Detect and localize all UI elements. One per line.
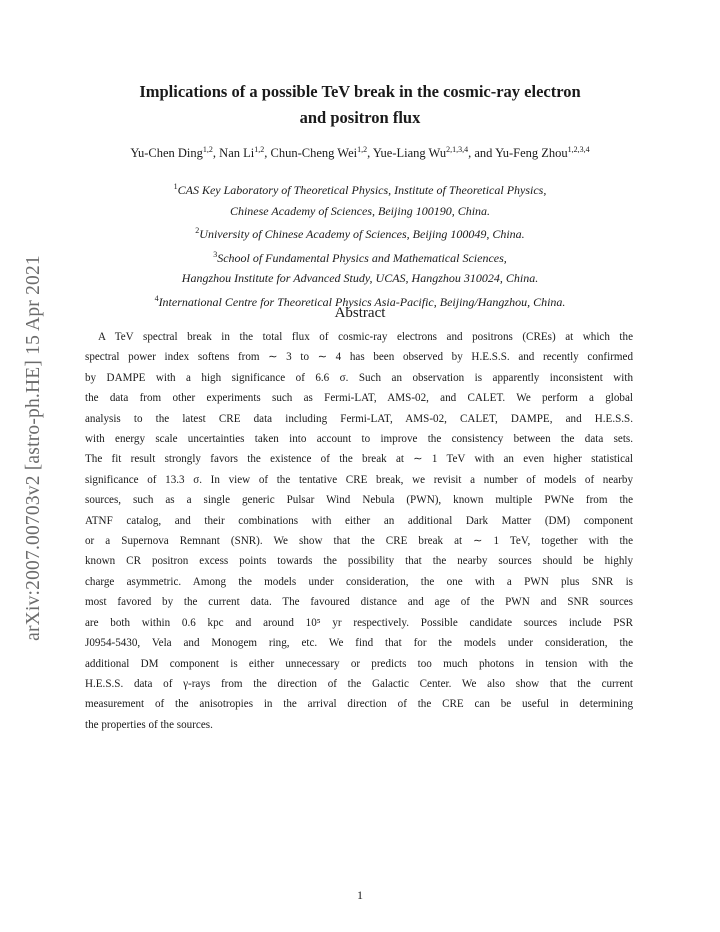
affiliation-marker: 2	[195, 226, 200, 235]
abstract-line: sources, such as a single generic Pulsar Wind Nebula (PWN), known multiple PWNe from the	[85, 494, 633, 507]
author-affiliation-marker: 1,2	[202, 145, 213, 154]
abstract-line: H.E.S.S. data of γ-rays from the direction of the Galactic Center. We also show that the current	[85, 677, 633, 690]
abstract-heading: Abstract	[334, 305, 386, 321]
abstract-body	[85, 327, 633, 735]
author-affiliation-marker: 1,2,3,4	[567, 145, 590, 154]
author-separator: , and	[468, 146, 496, 161]
abstract-line: or a Supernova Remnant (SNR). We show that the CRE break at ∼ 1 TeV, together with the	[85, 535, 633, 548]
author-affiliation-marker: 1,2	[357, 145, 368, 154]
abstract-line: significance of 13.3 σ. In view of the tentative CRE break, we revisit a number of models of nearby	[85, 473, 633, 486]
abstract-line: charge asymmetric. Among the models under consideration, the one with a PWN plus SNR is	[85, 575, 633, 588]
abstract-line: by DAMPE with a high significance of 6.6 σ. Such an observation is apparently inconsistent with	[85, 371, 633, 384]
abstract-line: ATNF catalog, and their combinations with either an additional Dark Matter (DM) component	[85, 514, 633, 527]
affiliation-text: CAS Key Laboratory of Theoretical Physics, Institute of Theoretical Physics,	[177, 183, 547, 197]
abstract-line: additional DM component is either unnecessary or predicts too much photons in tension with the	[85, 657, 633, 670]
author-name: Yu-Chen Ding	[130, 146, 203, 161]
author-name: Yu-Feng Zhou	[495, 146, 568, 161]
affiliation-marker: 1	[173, 182, 178, 191]
affiliation-line	[60, 268, 660, 289]
author-name: Chun-Cheng Wei	[270, 146, 358, 161]
abstract-line: known CR positron excess points towards the possibility that the nearby sources should be highly	[85, 555, 633, 568]
paper-title	[80, 79, 640, 131]
abstract-line: spectral power index softens from ∼ 3 to ∼ 4 has been observed by H.E.S.S. and recently confirmed	[85, 351, 633, 364]
abstract-line: A TeV spectral break in the total flux of cosmic-ray electrons and positrons (CREs) at which the	[98, 331, 633, 343]
author-list	[60, 145, 660, 161]
affiliation-marker: 3	[213, 249, 218, 259]
author-separator: ,	[264, 146, 271, 161]
author-separator: ,	[367, 146, 373, 161]
affiliation-marker: 4	[154, 293, 159, 303]
abstract-line: J0954-5430, Vela and Monogem ring, etc. We find that for the models under consideration, the	[85, 637, 633, 650]
affiliation-text: School of Fundamental Physics and Mathematical Sciences,	[217, 250, 507, 265]
author-name: Yue-Liang Wu	[372, 146, 447, 161]
affiliation-text: International Centre for Theoretical Physics Asia-Pacific, Beijing/Hangzhou, China.	[158, 294, 566, 309]
arxiv-sidebar	[18, 228, 50, 668]
page-number: 1	[357, 888, 363, 902]
abstract-line: the data from other experiments such as Fermi-LAT, AMS-02, and CALET. We perform a global	[85, 392, 633, 405]
abstract-line: measurement of the anisotropies in the arrival direction of the CRE can be useful in determining	[85, 698, 633, 711]
affiliation-text: University of Chinese Academy of Sciences, Beijing 100049, China.	[199, 227, 525, 241]
author-affiliation-marker: 2,1,3,4	[446, 145, 469, 154]
affiliation-list	[60, 177, 660, 312]
affiliation-line	[60, 177, 660, 201]
affiliation-text: Chinese Academy of Sciences, Beijing 100190, China.	[229, 203, 491, 218]
abstract-line: analysis to the latest CRE data including Fermi-LAT, AMS-02, CALET, DAMPE, and H.E.S.S.	[85, 412, 633, 425]
title-line-1: Implications of a possible TeV break in the cosmic-ray electron	[139, 82, 581, 101]
abstract-line: are both within 0.6 kpc and around 10⁵ yr respectively. Possible candidate sources include PSR	[85, 616, 633, 629]
abstract-line: the properties of the sources.	[85, 718, 213, 731]
author-affiliation-marker: 1,2	[254, 145, 265, 154]
abstract-line: most favored by the current data. The favoured distance and age of the PWN and SNR sources	[85, 596, 633, 609]
affiliation-line	[60, 245, 660, 269]
abstract-line: The fit result strongly favors the existence of the break at ∼ 1 TeV with an even higher statistical	[85, 453, 633, 466]
affiliation-line	[60, 201, 660, 222]
author-separator: ,	[212, 146, 220, 161]
abstract-line: with energy scale uncertainties taken into account to improve the consistency between the data sets.	[85, 433, 633, 446]
author-name: Nan Li	[219, 146, 255, 161]
affiliation-text: Hangzhou Institute for Advanced Study, UCAS, Hangzhou 310024, China.	[181, 271, 539, 285]
arxiv-identifier: arXiv:2007.00703v2 [astro-ph.HE] 15 Apr 2021	[23, 255, 44, 641]
title-line-2: and positron flux	[299, 108, 421, 127]
affiliation-line	[60, 221, 660, 245]
